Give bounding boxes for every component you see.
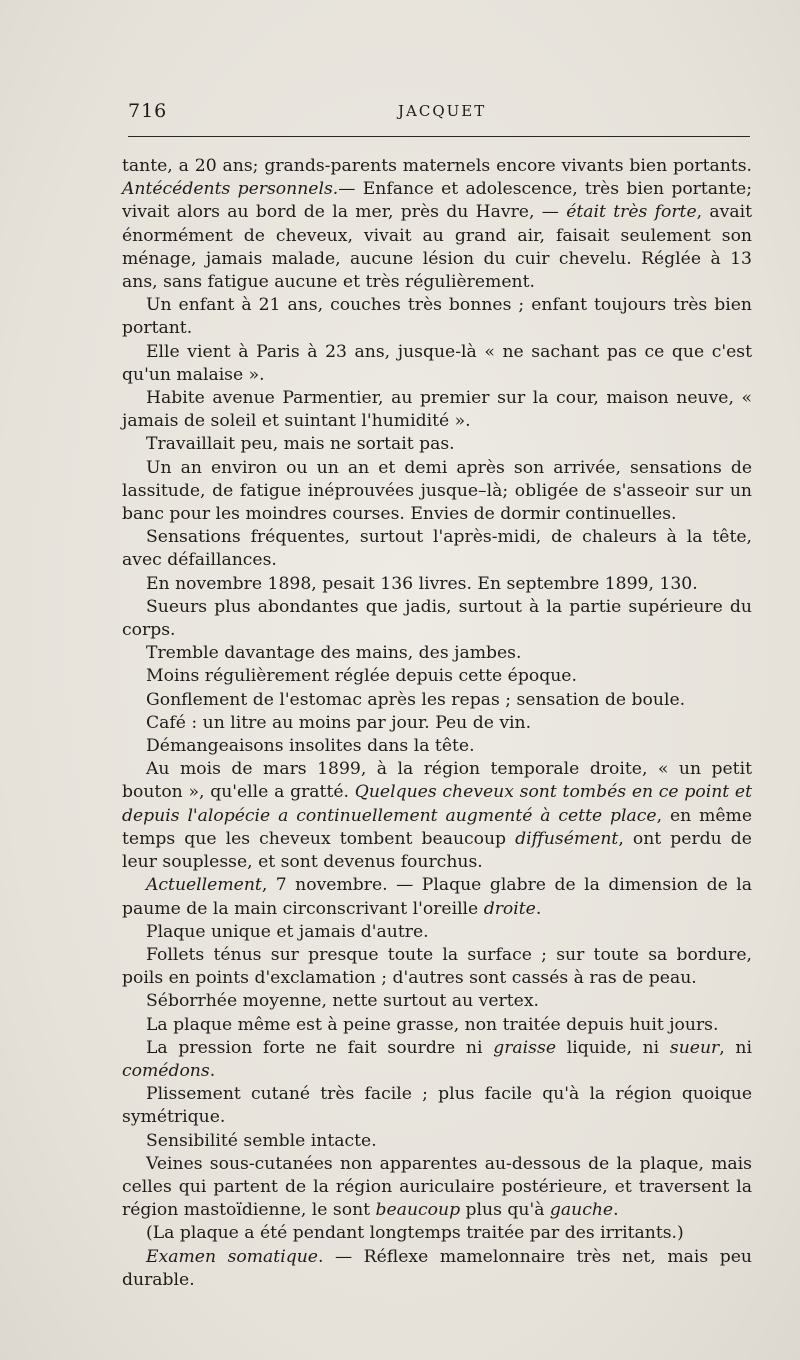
paragraph [122,735,752,758]
italic-text: beaucoup [375,1200,461,1221]
italic-text: Antécédents personnels. [122,179,339,200]
italic-text: comédons [122,1060,210,1081]
text-run: Follets ténus sur presque toute la surface ; sur toute sa bordure, poils en points d'exclamation ; d'autres sont cassés à ras de peau. [122,944,752,989]
italic-text: Actuellement [146,875,262,896]
text-run: — Enfance et adolescence, très bien portante; vivait alors au bord de la mer, près du Havre, — [122,179,752,223]
text-run: Sueurs plus abondantes que jadis, surtout à la partie supérieure du corps. [122,596,752,641]
page-header [128,100,750,130]
paragraph [122,642,752,665]
italic-text: droite [483,898,536,919]
paragraph [122,155,752,294]
text-run: Elle vient à Paris à 23 ans, jusque-là « ne sachant pas ce que c'est qu'un malaise ». [122,341,752,385]
text-run: Plissement cutané très facile ; plus facile qu'à la région quoique symétrique. [122,1084,752,1128]
header-rule [128,136,750,137]
paragraph [122,573,752,596]
paragraph [122,665,752,688]
page-number: 716 [128,100,168,122]
paragraph [122,526,752,572]
text-run: , avait énormément de cheveux, vivait au grand air, faisait seulement son ménage, jamais malade, aucune lésion du cuir chevelu. Réglée à 13 ans, sans fatigue aucune et très régulièrement. [122,202,753,293]
text-run: Travaillait peu, mais ne sortait pas. [146,434,455,455]
paragraph [122,1083,752,1129]
text-run: Un enfant à 21 ans, couches très bonnes ; enfant toujours très bien portant. [122,295,752,339]
text-run: Café : un litre au moins par jour. Peu de vin. [146,712,532,733]
paragraph [122,874,752,920]
text-run: tante, a 20 ans; grands-parents maternels encore vivants bien portants. [122,156,752,176]
text-run: . [209,1060,216,1081]
text-run: , ont perdu de leur souplesse, et sont devenus fourchus. [122,828,752,873]
paragraph [122,712,752,735]
paragraph [122,1130,752,1153]
paragraph [122,341,752,387]
paragraph [122,433,752,456]
text-run: . [535,898,542,919]
text-run: Moins régulièrement réglée depuis cette époque. [146,666,577,687]
italic-text: gauche [549,1200,614,1221]
italic-text: était très forte [566,202,697,223]
paragraph [122,387,752,433]
italic-text: Examen somatique [146,1246,318,1267]
text-run: Sensations fréquentes, surtout l'après-midi, de chaleurs à la tête, avec défaillances. [122,527,752,571]
italic-text: sueur [669,1037,720,1058]
paragraph [122,1037,752,1083]
paragraph [122,457,752,527]
paragraph [122,758,752,874]
paragraph [122,596,752,642]
text-run: , en même temps que les cheveux tombent beaucoup [122,805,753,849]
text-run: Sensibilité semble intacte. [146,1130,377,1151]
text-run: plus qu'à [460,1200,550,1221]
text-run: Au mois de mars 1899, à la région temporale droite, « un petit bouton », qu'elle a gratté. [122,759,752,803]
text-run: Gonflement de l'estomac après les repas ; sensation de boule. [146,689,686,710]
paragraph [122,1222,752,1245]
italic-text: diffusément [515,828,619,849]
text-run: En novembre 1898, pesait 136 livres. En septembre 1899, 130. [146,573,698,594]
text-run: Démangeaisons insolites dans la tête. [146,736,475,757]
text-run: , ni [719,1037,752,1058]
italic-text: Quelques cheveux sont tombés en ce point et depuis l'alopécie a continuellement augmenté à cette place [122,782,752,826]
text-run: liquide, ni [556,1037,670,1058]
text-run: Un an environ ou un an et demi après son arrivée, sensations de lassitude, de fatigue inéprouvées jusque–là; obligée de s'asseoir sur un banc pour les moindres courses. Envies de dormir continuelles. [122,457,752,525]
text-run: Veines sous-cutanées non apparentes au-dessous de la plaque, mais celles qui partent de la région auriculaire postérieure, et traversent la région mastoïdienne, le sont [122,1153,752,1221]
body-text [122,155,752,1292]
paragraph [122,1246,752,1292]
text-run: , 7 novembre. — Plaque glabre de la dimension de la paume de la main circonscrivant l'oreille [122,875,752,919]
text-run: (La plaque a été pendant longtemps traitée par des irritants.) [146,1223,684,1244]
italic-text: graisse [493,1037,556,1058]
paragraph [122,921,752,944]
paragraph [122,294,752,340]
paragraph [122,1153,752,1223]
paragraph [122,944,752,990]
text-run: Tremble davantage des mains, des jambes. [146,643,522,664]
paragraph [122,1014,752,1037]
paragraph [122,990,752,1013]
text-run: La pression forte ne fait sourdre ni [146,1037,494,1058]
paragraph [122,689,752,712]
text-run: Séborrhée moyenne, nette surtout au vertex. [146,991,539,1012]
text-run: Plaque unique et jamais d'autre. [146,921,429,942]
text-run: . [613,1200,619,1221]
running-head: JACQUET [398,102,487,120]
text-run: . — Réflexe mamelonnaire très net, mais peu durable. [122,1246,752,1290]
text-run: La plaque même est à peine grasse, non traitée depuis huit jours. [146,1014,719,1035]
text-run: Habite avenue Parmentier, au premier sur la cour, maison neuve, « jamais de soleil et suintant l'humidité ». [122,388,752,432]
